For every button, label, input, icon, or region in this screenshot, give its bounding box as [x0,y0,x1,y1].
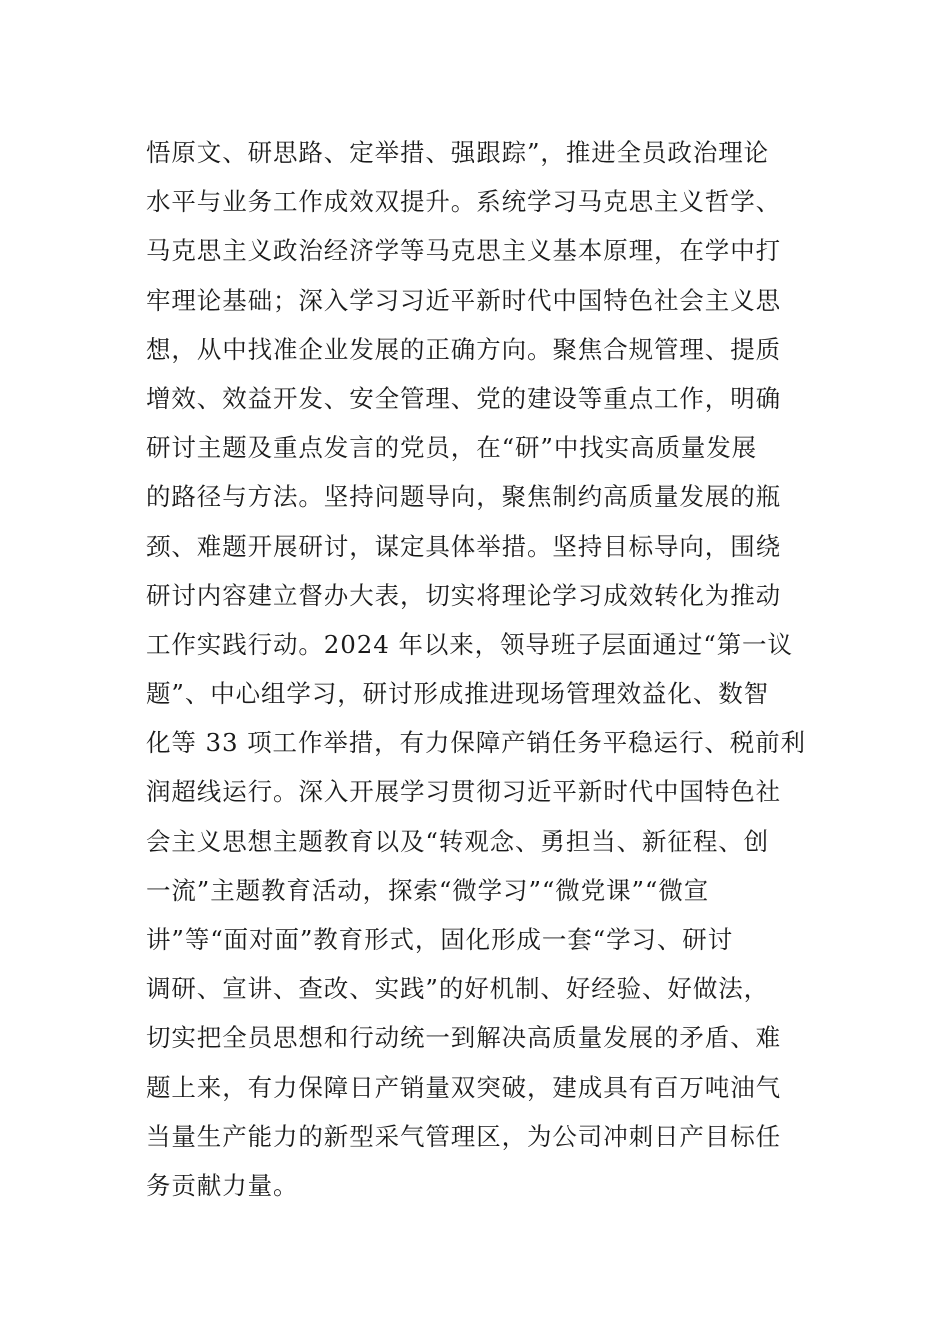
paragraph-line: 讲”等“面对面”教育形式，固化形成一套“学习、研讨 [146,925,734,954]
paragraph-line: 题上来，有力保障日产销量双突破，建成具有百万吨油气 [146,1072,781,1102]
paragraph-line: 当量生产能力的新型采气管理区，为公司冲刺日产目标任 [146,1121,781,1151]
paragraph-line: 工作实践行动。2024 年以来，领导班子层面通过“第一议 [146,629,793,659]
paragraph-line: 研讨主题及重点发言的党员，在“研”中找实高质量发展 [146,433,758,463]
paragraph-line: 的路径与方法。坚持问题导向，聚焦制约高质量发展的瓶 [146,482,781,512]
paragraph-line: 一流”主题教育活动，探索“微学习”“微党课”“微宣 [146,875,710,905]
paragraph-line: 牢理论基础；深入学习习近平新时代中国特色社会主义思 [146,285,781,315]
paragraph-line: 切实把全员思想和行动统一到解决高质量发展的矛盾、难 [146,1023,781,1053]
paragraph-line: 研讨内容建立督办大表，切实将理论学习成效转化为推动 [146,580,781,610]
paragraph-line: 悟原文、研思路、定举措、强跟踪”，推进全员政治理论 [146,138,770,167]
paragraph-line: 调研、宣讲、查改、实践”的好机制、好经验、好做法， [146,974,770,1004]
paragraph-line: 颈、难题开展研讨，谋定具体举措。坚持目标导向，围绕 [146,531,781,561]
paragraph-line: 想，从中找准企业发展的正确方向。聚焦合规管理、提质 [146,334,781,364]
paragraph-line: 务贡献力量。 [146,1170,299,1200]
paragraph-line: 水平与业务工作成效双提升。系统学习马克思主义哲学、 [146,187,781,217]
body-paragraph [146,128,816,1210]
paragraph-line: 化等 33 项工作举措，有力保障产销任务平稳运行、税前利 [146,728,806,758]
paragraph-line: 润超线运行。深入开展学习贯彻习近平新时代中国特色社 [146,777,781,807]
paragraph-line: 题”、中心组学习，研讨形成推进现场管理效益化、数智 [146,679,770,709]
paragraph-line: 增效、效益开发、安全管理、党的建设等重点工作，明确 [146,383,781,413]
paragraph-line: 会主义思想主题教育以及“转观念、勇担当、新征程、创 [146,826,770,856]
paragraph-line: 马克思主义政治经济学等马克思主义基本原理，在学中打 [146,236,781,266]
